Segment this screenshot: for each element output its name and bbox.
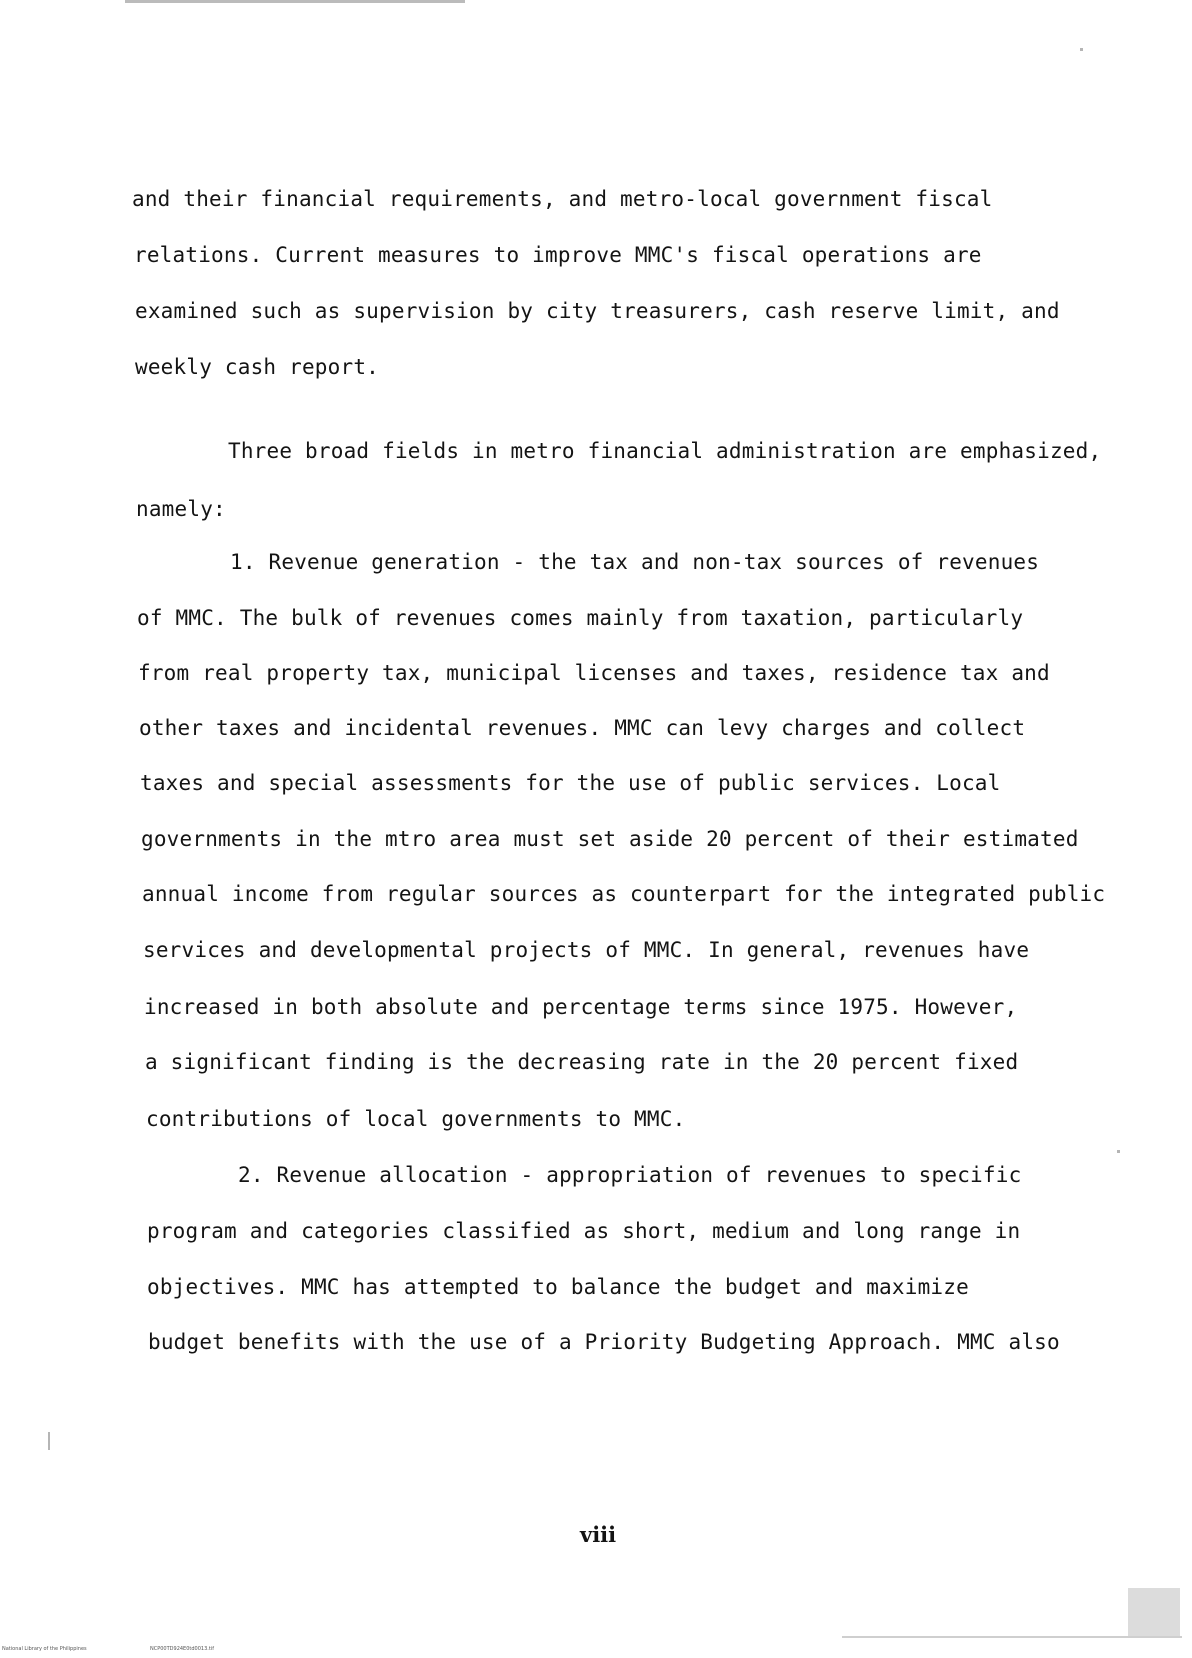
scan-speck <box>48 1432 50 1450</box>
list-item-1: 1. Revenue generation - the tax and non-tax sources of revenues <box>230 550 1040 574</box>
text-line: services and developmental projects of MMC. In general, revenues have <box>143 938 1030 962</box>
text-line: other taxes and incidental revenues. MMC can levy charges and collect <box>139 716 1026 740</box>
list-item-2: 2. Revenue allocation - appropriation of revenues to specific <box>238 1163 1022 1187</box>
page-number: viii <box>580 1522 617 1547</box>
footer-source: National Library of the Philippines <box>2 1646 87 1652</box>
text-line: annual income from regular sources as counterpart for the integrated public <box>142 882 1106 906</box>
text-line: relations. Current measures to improve MMC's fiscal operations are <box>134 243 982 267</box>
text-line: program and categories classified as short, medium and long range in <box>147 1219 1021 1243</box>
text-line: Three broad fields in metro financial administration are emphasized, <box>228 439 1102 463</box>
text-line: and their financial requirements, and metro-local government fiscal <box>132 187 993 211</box>
text-line: examined such as supervision by city treasurers, cash reserve limit, and <box>135 299 1060 323</box>
text-line: weekly cash report. <box>135 355 380 379</box>
text-line: governments in the mtro area must set aside 20 percent of their estimated <box>141 827 1079 851</box>
scan-artifact-bottom <box>842 1636 1182 1638</box>
scan-speck <box>1117 1150 1120 1153</box>
scan-speck <box>1080 48 1083 51</box>
text-line: objectives. MMC has attempted to balance the budget and maximize <box>147 1275 969 1299</box>
text-line: budget benefits with the use of a Priority Budgeting Approach. MMC also <box>148 1330 1060 1354</box>
footer-filename: NCP00TD924E0td0013.tif <box>150 1646 214 1652</box>
text-line: namely: <box>136 497 226 521</box>
text-line: contributions of local governments to MMC. <box>146 1107 686 1131</box>
text-line: increased in both absolute and percentage terms since 1975. However, <box>144 995 1018 1019</box>
text-line: a significant finding is the decreasing rate in the 20 percent fixed <box>145 1050 1019 1074</box>
scan-artifact-corner <box>1128 1588 1180 1636</box>
text-line: taxes and special assessments for the use of public services. Local <box>140 771 1001 795</box>
text-line: from real property tax, municipal licenses and taxes, residence tax and <box>138 661 1050 685</box>
text-line: of MMC. The bulk of revenues comes mainly from taxation, particularly <box>137 606 1024 630</box>
scan-artifact-top <box>125 0 465 3</box>
